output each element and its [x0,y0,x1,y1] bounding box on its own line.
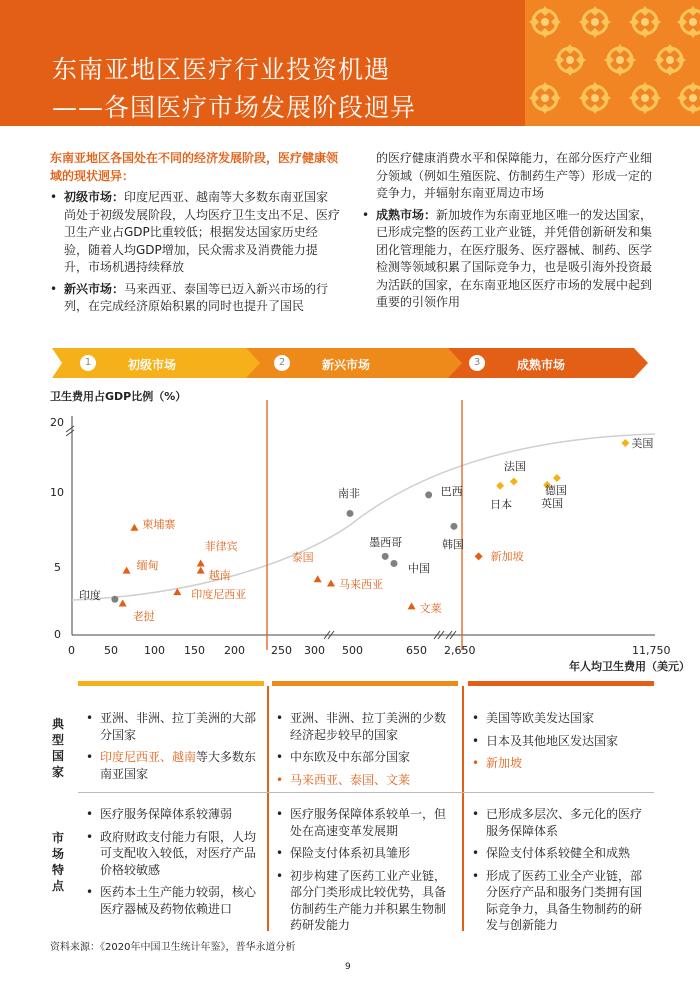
chart-x-label: 年人均卫生费用（美元） [569,660,690,673]
table-bar-2 [272,681,458,686]
point-label: 老挝 [132,609,155,623]
x-tick: 0 [68,644,75,657]
point-label: 英国 [541,497,564,510]
list-item [86,749,258,782]
bullet-term: 初级市场： [64,190,125,204]
bullet-primary-market [50,189,340,277]
chart-y-label: 卫生费用占GDP比例（%） [50,390,187,403]
x-tick: 200 [224,644,245,657]
cell-mature-features [472,806,652,940]
point-label: 南非 [338,487,360,501]
bullet-mature-market [362,207,654,312]
point-label: 泰国 [291,551,314,565]
list-item: • 保险支付体系初具雏形 [276,845,456,862]
x-tick: 2,650 [444,644,476,657]
data-point-19 [553,474,561,482]
y-tick-10: 10 [50,486,64,499]
table-bar-3 [468,681,654,686]
intro-right-column [362,150,654,312]
data-point-6 [119,600,127,607]
point-label: 韩国 [441,538,464,552]
page-title-line1: 东南亚地区医疗行业投资机遇 [52,55,391,84]
point-label: 德国 [544,484,567,497]
point-label: 缅甸 [136,558,159,572]
table-bar-1 [78,681,264,686]
stage-label-1: 初级市场 [128,358,177,372]
data-point-11 [391,560,398,567]
data-point-15 [475,552,483,560]
table-divider-2 [462,686,464,931]
list-item: • 中东欧及中东部分国家 [276,749,456,766]
x-tick: 300 [304,644,325,657]
bullet-text: 印度尼西亚、越南等大多数东南亚国家尚处于初级发展阶段，人均医疗卫生支出不足、医疗卫生产业占GDP比重较低；根据发达国家历史经验，随着人均GDP增加，民众需求及消费能力提升，市场机遇持续释放 [64,190,341,274]
data-point-8 [327,580,335,587]
list-item: • 保险支付体系较健全和成熟 [472,845,652,862]
x-tick: 500 [342,644,363,657]
cell-emerging-countries [276,710,456,794]
bullet-continuation: 的医疗健康消费水平和保障能力，在部分医疗产业细分领域（例如生殖医院、仿制药生产等）形成一定的竞争力，并辐射东南亚周边市场 [376,151,653,200]
data-point-7 [314,575,322,582]
x-tick: 100 [144,644,165,657]
stage-number-1: 1 [80,355,96,371]
list-item: • 医疗服务保障体系较薄弱 [86,806,260,823]
row-label-features: 市场特点 [52,831,65,893]
decorative-pattern [525,0,700,126]
point-label: 印度 [78,589,101,603]
bullet-emerging-market [50,281,340,316]
list-item: • 日本及其他地区发达国家 [472,733,652,750]
data-point-12 [408,602,416,609]
bullet-term: 新兴市场： [64,281,125,296]
cell-primary-countries [86,710,258,788]
point-label: 法国 [503,459,526,473]
x-tick: 11,750 [632,644,671,657]
bullet-text: 新加坡作为东南亚地区唯一的发达国家，已形成完整的医药工业产业链，并凭借创新研发和集团化管理能力，在医疗服务、医疗器械、制药、医学检测等领域积累了国际竞争力，也是吸引海外投资最为活跃的国家，在东南亚地区医疗市场的发展中起到重要的引领作用 [376,207,653,309]
axis-breaks [66,426,456,639]
cell-emerging-features [276,806,456,940]
data-point-2 [197,560,205,567]
data-point-3 [197,567,205,574]
x-tick: 650 [406,644,427,657]
list-item: • 政府财政支付能力有限，人均可支配收入较低，对医疗产品价格较敏感 [86,829,260,879]
y-tick-5: 5 [54,561,61,574]
stage-label-2: 新兴市场 [322,358,371,372]
x-tick: 150 [184,644,205,657]
list-item-text: 等大多数东南亚国家 [100,750,257,781]
data-point-1 [123,567,131,574]
stage-number-3: 3 [469,355,485,371]
list-item: • 亚洲、非洲、拉丁美洲的少数经济起步较早的国家 [276,710,456,743]
list-item: • 医药本土生产能力较弱，核心医疗器械及药物依赖进口 [86,884,260,917]
y-tick-0: 0 [54,628,61,641]
point-label: 巴西 [440,484,463,498]
point-label: 新加坡 [490,550,524,564]
data-point-5 [111,596,118,603]
data-point-16 [496,482,504,490]
point-label: 日本 [490,497,513,511]
source-note: 资料来源：《2020年中国卫生统计年鉴》，普华永道分析 [50,942,296,953]
data-point-17 [510,478,518,486]
list-item: • 形成了医药工业全产业链，部分医疗产品和服务门类拥有国际竞争力，具备生物制药的研发与创新能力 [472,868,652,934]
list-item: • 美国等欧美发达国家 [472,710,652,727]
data-point-14 [450,523,457,530]
intro-left-column [50,150,340,316]
point-label: 柬埔寨 [142,517,176,531]
list-item: • 医疗服务保障体系较单一，但处在高速变革发展期 [276,806,456,839]
y-tick-20: 20 [50,416,64,429]
highlight-countries: 印度尼西亚、越南 [100,750,197,764]
stage-number-2: 2 [274,355,290,371]
chart-plot [0,400,700,650]
x-tick: 250 [271,644,292,657]
point-label: 文莱 [419,602,442,616]
data-point-20 [621,439,629,447]
page-title-line2: ——各国医疗市场发展阶段迥异 [52,93,417,122]
stage-label-3: 成熟市场 [517,358,566,372]
bullet-term: 成熟市场： [376,207,437,222]
data-point-0 [130,524,138,531]
page-header [0,0,700,126]
x-tick: 50 [104,644,118,657]
data-point-9 [347,510,354,517]
table-divider-1 [267,686,269,931]
data-point-13 [425,491,432,498]
list-item: • 初步构建了医药工业产业链，部分门类形成比较优势，具备仿制药生产能力并积累生物制药研发能力 [276,868,456,934]
page-number: 9 [345,962,351,972]
point-label: 印度尼西亚 [191,588,247,602]
point-label: 马来西亚 [339,577,383,591]
pattern-svg [525,0,700,126]
list-item: • 已形成多层次、多元化的医疗服务保障体系 [472,806,652,839]
list-item: • 亚洲、非洲、拉丁美洲的大部分国家 [86,710,258,743]
point-label: 越南 [208,568,231,582]
point-label: 美国 [631,437,654,450]
point-label: 中国 [408,561,430,575]
intro-lead: 东南亚地区各国处在不同的经济发展阶段，医疗健康领域的现状迥异： [50,151,339,183]
point-label: 菲律宾 [204,539,238,553]
point-label: 墨西哥 [369,536,403,550]
cell-mature-countries [472,710,652,778]
row-label-countries: 典型国家 [52,717,65,779]
list-item-highlight: • 新加坡 [472,755,652,772]
data-point-10 [382,553,389,560]
bullet-text: 马来西亚、泰国等已迈入新兴市场的行列，在完成经济原始积累的同时也提升了国民 [64,281,329,313]
list-item-highlight: • 马来西亚、泰国、文莱 [276,772,456,789]
cell-primary-features [86,806,260,923]
